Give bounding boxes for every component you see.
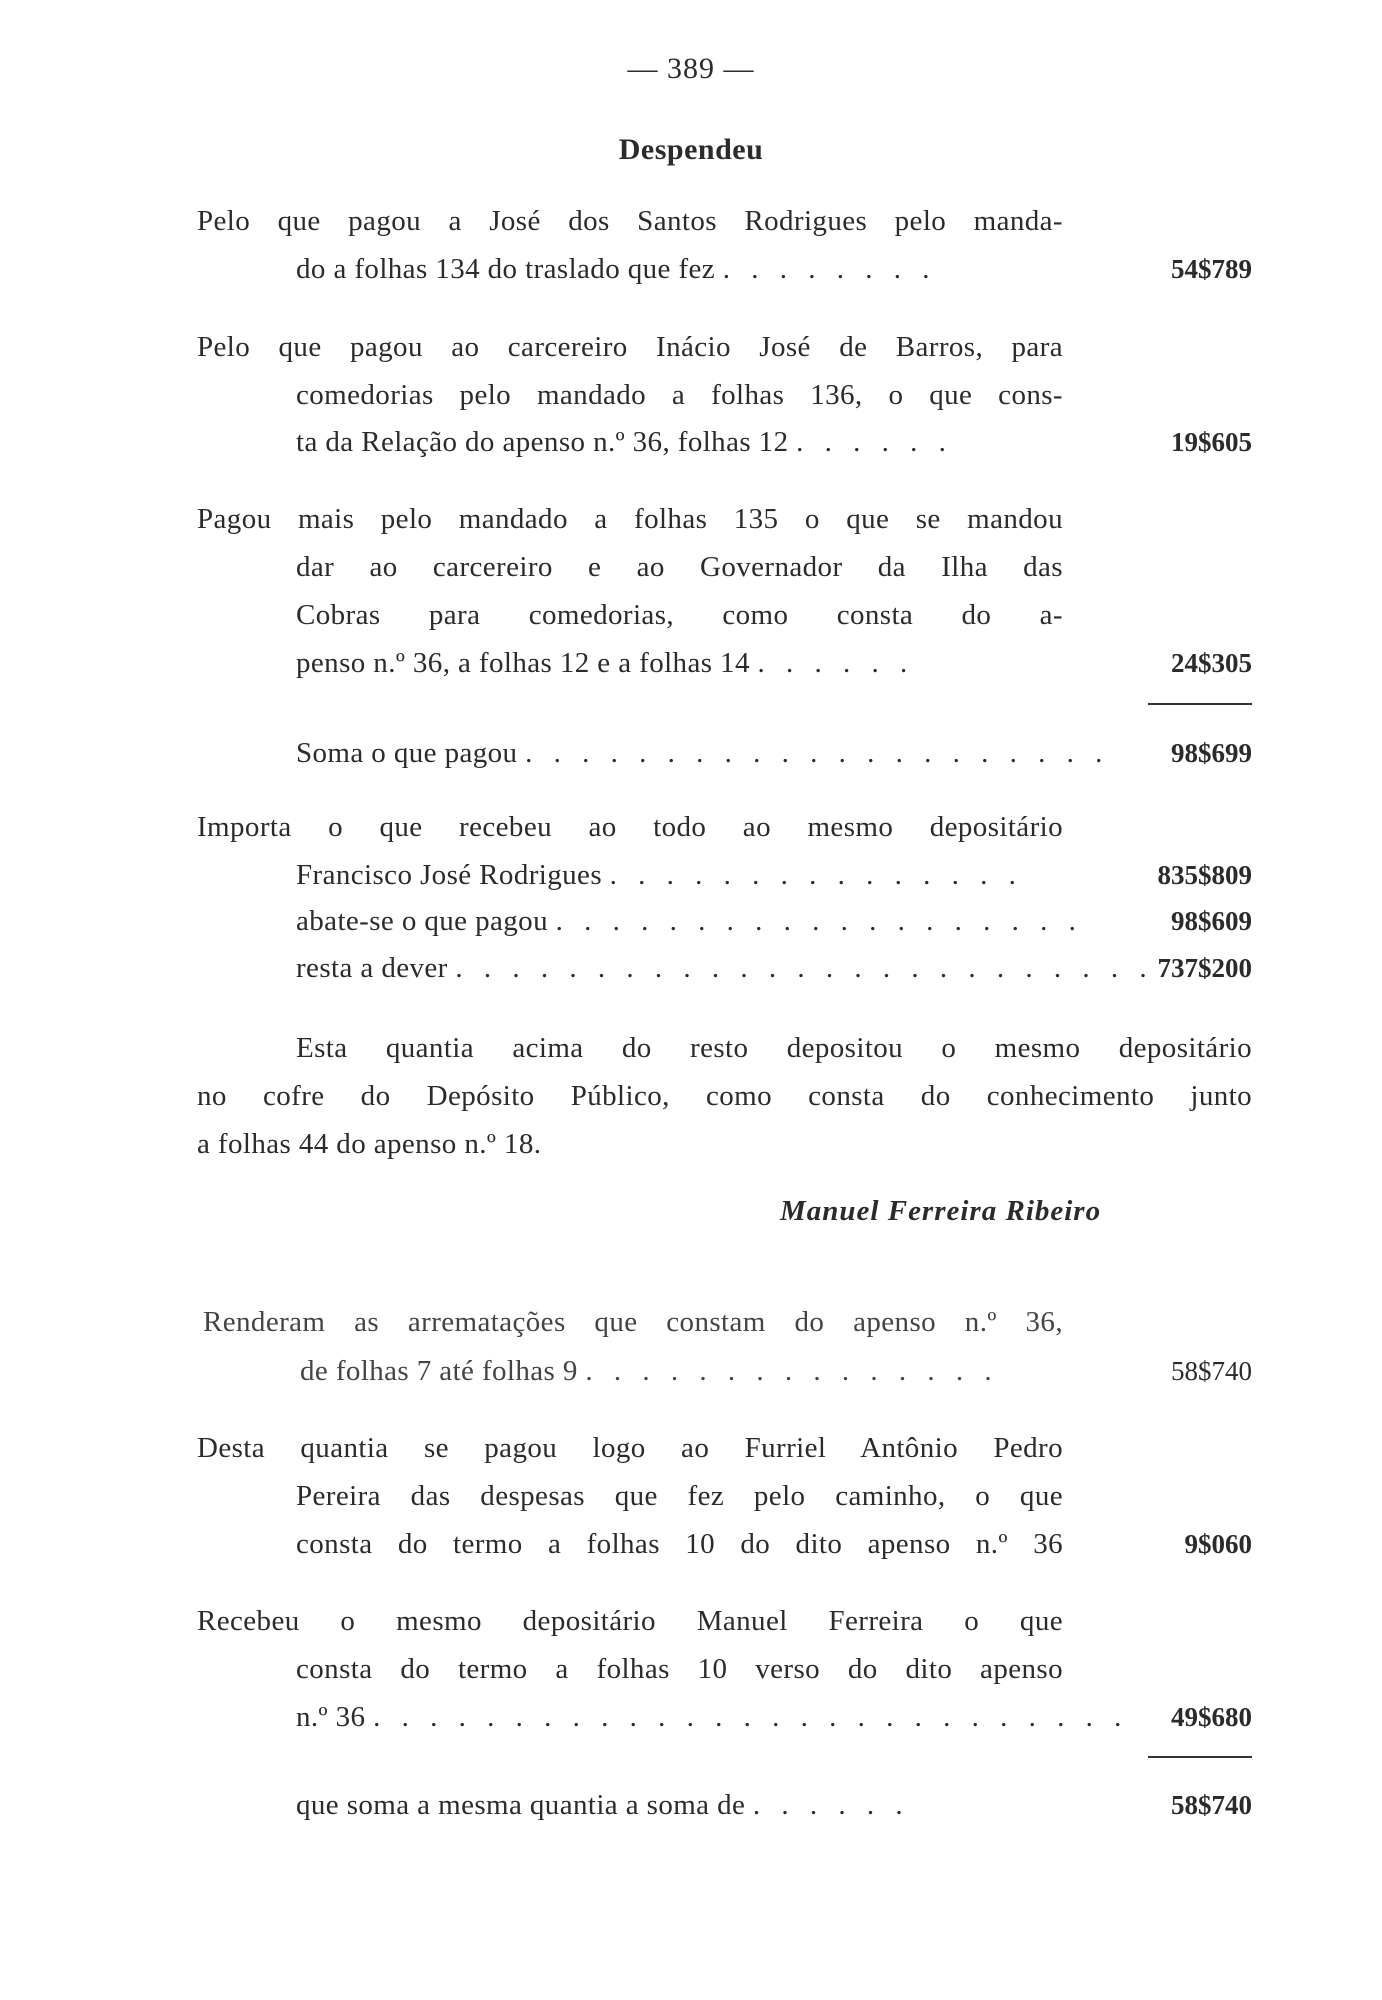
entry-2-line-2: comedorias pelo mandado a folhas 136, o que cons- bbox=[296, 379, 1063, 411]
final-total-label: que soma a mesma quantia a soma de . . . . . . bbox=[296, 1789, 910, 1821]
second-entry-1-line-2: de folhas 7 até folhas 9 . . . . . . . . . . . . . . . bbox=[300, 1355, 999, 1387]
section-heading: Despendeu bbox=[618, 133, 764, 166]
second-entry-1-line-1: Renderam as arrematações que constam do apenso n.º 36, bbox=[203, 1306, 1063, 1338]
subtotal-rule bbox=[1148, 703, 1252, 705]
page-number: — 389 — bbox=[627, 52, 755, 85]
second-entry-3-amount: 49$680 bbox=[1171, 1702, 1252, 1732]
deposit-note-line-3: a folhas 44 do apenso n.º 18. bbox=[197, 1128, 542, 1160]
second-entry-3-line-1: Recebeu o mesmo depositário Manuel Ferreira o que bbox=[197, 1605, 1063, 1637]
entry-3-line-2: dar ao carcereiro e ao Governador da Ilha das bbox=[296, 551, 1063, 583]
second-entry-2-line-2: Pereira das despesas que fez pelo caminho, o que bbox=[296, 1480, 1063, 1512]
leader-dots: . . . . . . . . . . . . . . . bbox=[585, 1355, 999, 1387]
summary-row-3-label: resta a dever . . . . . . . . . . . . . . . . . . . . . . . . . bbox=[296, 952, 1154, 984]
summary-intro: Importa o que recebeu ao todo ao mesmo depositário bbox=[197, 811, 1063, 843]
second-entry-1-amount: 58$740 bbox=[1171, 1356, 1252, 1386]
leader-dots: . . . . . . bbox=[796, 426, 953, 458]
signature: Manuel Ferreira Ribeiro bbox=[780, 1195, 1102, 1227]
summary-row-2-amount: 98$609 bbox=[1171, 906, 1252, 936]
leader-dots: . . . . . . . . . . . . . . . . . . . . . bbox=[525, 737, 1110, 769]
final-total-rule bbox=[1148, 1756, 1252, 1758]
leader-dots: . . . . . . bbox=[752, 1789, 910, 1821]
leader-dots: . . . . . . . . . . . . . . . . . . . bbox=[555, 905, 1083, 937]
second-entry-3-line-2: consta do termo a folhas 10 verso do dito apenso bbox=[296, 1653, 1063, 1685]
entry-2-line-3: ta da Relação do apenso n.º 36, folhas 12 . . . . . . bbox=[296, 426, 953, 458]
entry-1-amount: 54$789 bbox=[1171, 254, 1252, 284]
summary-row-3-amount: 737$200 bbox=[1157, 953, 1252, 983]
summary-row-1-amount: 835$809 bbox=[1157, 860, 1252, 890]
leader-dots: . . . . . . . . . . . . . . . bbox=[609, 859, 1023, 891]
second-entry-2-line-3: consta do termo a folhas 10 do dito apenso n.º 36 bbox=[296, 1528, 1063, 1560]
second-entry-3-line-3: n.º 36 . . . . . . . . . . . . . . . . . . . . . . . . . . . bbox=[296, 1701, 1129, 1733]
leader-dots: . . . . . . bbox=[757, 647, 915, 679]
entry-1-line-1: Pelo que pagou a José dos Santos Rodrigues pelo manda- bbox=[197, 205, 1063, 237]
leader-dots: . . . . . . . . . . . . . . . . . . . . . . . . . . . bbox=[373, 1701, 1129, 1733]
entry-2-amount: 19$605 bbox=[1171, 427, 1252, 457]
total-paid-amount: 98$699 bbox=[1171, 738, 1252, 768]
entry-3-amount: 24$305 bbox=[1171, 648, 1252, 678]
entry-3-line-1: Pagou mais pelo mandado a folhas 135 o que se mandou bbox=[197, 503, 1063, 535]
deposit-note-line-2: no cofre do Depósito Público, como consta do conhecimento junto bbox=[197, 1080, 1252, 1112]
entry-3-line-4: penso n.º 36, a folhas 12 e a folhas 14 . . . . . . bbox=[296, 647, 915, 679]
total-paid-label: Soma o que pagou . . . . . . . . . . . . . . . . . . . . . bbox=[296, 737, 1110, 769]
entry-3-line-3: Cobras para comedorias, como consta do a- bbox=[296, 599, 1063, 631]
deposit-note-line-1: Esta quantia acima do resto depositou o mesmo depositário bbox=[296, 1032, 1252, 1064]
second-entry-2-line-1: Desta quantia se pagou logo ao Furriel Antônio Pedro bbox=[197, 1432, 1063, 1464]
final-total-amount: 58$740 bbox=[1171, 1790, 1252, 1820]
leader-dots: . . . . . . . . . . . . . . . . . . . . . . . . . bbox=[455, 952, 1154, 984]
summary-row-2-label: abate-se o que pagou . . . . . . . . . . . . . . . . . . . bbox=[296, 905, 1083, 937]
second-entry-2-amount: 9$060 bbox=[1184, 1529, 1252, 1559]
leader-dots: . . . . . . . . bbox=[722, 253, 937, 285]
summary-row-1-label: Francisco José Rodrigues . . . . . . . . . . . . . . . bbox=[296, 859, 1023, 891]
entry-1-line-2: do a folhas 134 do traslado que fez . . . . . . . . bbox=[296, 253, 937, 285]
entry-2-line-1: Pelo que pagou ao carcereiro Inácio José de Barros, para bbox=[197, 331, 1063, 363]
